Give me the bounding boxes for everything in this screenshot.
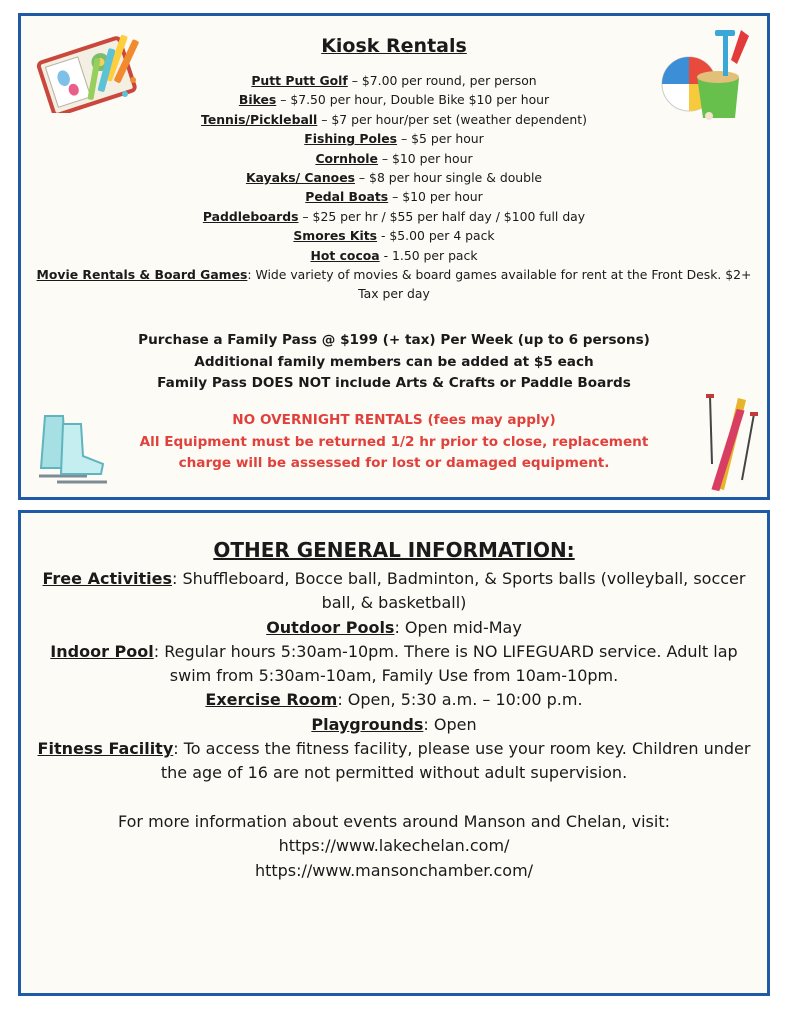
info-item	[35, 737, 753, 786]
info-name: Exercise Room	[205, 690, 338, 710]
info-detail: : Open	[423, 714, 477, 734]
rental-name: Hot cocoa	[310, 247, 380, 263]
more-info-text: For more information about events around Manson and Chelan, visit:	[118, 811, 670, 831]
rental-name: Putt Putt Golf	[251, 73, 348, 88]
rental-item	[35, 207, 753, 226]
mansonchamber-link[interactable]: https://www.mansonchamber.com/	[254, 860, 534, 880]
warning-line: All Equipment must be returned 1/2 hr prior to close, replacement	[139, 433, 649, 450]
family-pass-info	[21, 330, 767, 395]
info-item	[35, 713, 753, 737]
rental-item	[35, 71, 753, 90]
rental-detail: – $7.50 per hour, Double Bike $10 per hour	[276, 92, 550, 108]
info-detail: : Open mid-May	[394, 617, 522, 637]
rental-item	[35, 246, 753, 265]
rental-name: Kayaks/ Canoes	[245, 170, 355, 186]
rental-detail: – $5 per hour	[397, 131, 484, 147]
kiosk-rentals-title: Kiosk Rentals	[321, 35, 467, 57]
rental-detail: – $10 per hour	[388, 189, 483, 205]
rental-name: Pedal Boats	[305, 189, 389, 205]
rental-item	[35, 90, 753, 109]
info-detail: : Shuffleboard, Bocce ball, Badminton, & Sports balls (volleyball, soccer ball, & basketball)	[172, 569, 746, 613]
info-name: Playgrounds	[311, 714, 424, 734]
rental-name: Movie Rentals & Board Games	[36, 267, 248, 283]
rental-name: Smores Kits	[293, 228, 378, 244]
rental-name: Paddleboards	[202, 208, 299, 224]
rental-detail: – $7.00 per round, per person	[347, 73, 537, 88]
lakechelan-link[interactable]: https://www.lakechelan.com/	[278, 836, 510, 856]
kiosk-rentals-panel	[18, 13, 770, 500]
rental-detail: : Wide variety of movies & board games available for rent at the Front Desk. $2+ Tax per day	[247, 267, 752, 302]
info-item	[35, 567, 753, 616]
rental-detail: – $25 per hr / $55 per half day / $100 full day	[298, 208, 586, 224]
warning-line: charge will be assessed for lost or damaged equipment.	[178, 455, 610, 472]
rental-warning	[21, 410, 767, 475]
info-detail: : Regular hours 5:30am-10pm. There is NO LIFEGUARD service. Adult lap swim from 5:30am-10am, Family Use from 10am-10pm.	[153, 641, 738, 686]
info-detail: : To access the fitness facility, please use your room key. Children under the age of 16 are not permitted without adult supervision.	[160, 739, 751, 783]
rental-detail: - 1.50 per pack	[379, 247, 478, 263]
info-name: Free Activities	[42, 569, 172, 588]
rental-item	[35, 168, 753, 187]
general-info-title: OTHER GENERAL INFORMATION:	[213, 538, 575, 562]
rental-detail: - $5.00 per 4 pack	[377, 228, 495, 244]
rental-name: Fishing Poles	[304, 131, 398, 147]
rental-price-list	[35, 71, 753, 304]
info-name: Indoor Pool	[50, 641, 154, 661]
info-item	[35, 616, 753, 640]
rental-item	[35, 187, 753, 206]
rental-item	[35, 110, 753, 129]
info-item	[35, 640, 753, 689]
info-detail: : Open, 5:30 a.m. – 10:00 p.m.	[337, 690, 583, 710]
rental-name: Bikes	[238, 92, 277, 108]
rental-name: Tennis/Pickleball	[201, 111, 318, 127]
rental-name: Cornhole	[315, 150, 378, 166]
rental-item	[35, 226, 753, 245]
info-item	[35, 688, 753, 712]
family-pass-line: Family Pass DOES NOT include Arts & Crafts or Paddle Boards	[157, 375, 631, 392]
spacer	[35, 786, 753, 810]
family-pass-line: Additional family members can be added at $5 each	[194, 353, 594, 370]
family-pass-line: Purchase a Family Pass @ $199 (+ tax) Per Week (up to 6 persons)	[138, 332, 650, 348]
rental-detail: – $8 per hour single & double	[354, 170, 543, 186]
general-info-list	[35, 567, 753, 883]
rental-detail: – $10 per hour	[377, 150, 473, 166]
rental-item	[35, 129, 753, 148]
rental-detail: – $7 per hour/per set (weather dependent)	[317, 111, 587, 127]
general-info-panel	[18, 510, 770, 996]
rental-item	[35, 265, 753, 304]
info-name: Fitness Facility	[37, 739, 174, 759]
rental-item	[35, 149, 753, 168]
warning-line: NO OVERNIGHT RENTALS (fees may apply)	[232, 412, 556, 428]
info-name: Outdoor Pools	[266, 617, 395, 637]
